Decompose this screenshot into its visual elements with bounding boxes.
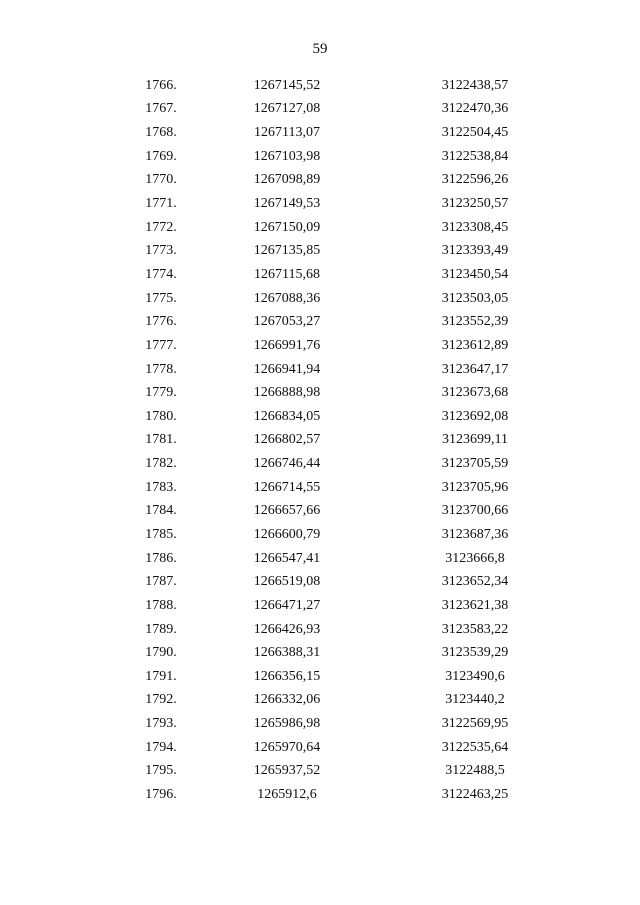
point-number-cell: 1773.: [145, 243, 177, 259]
point-number-cell: 1783.: [145, 479, 177, 495]
x-coordinate-cell: 1266356,15: [253, 668, 321, 684]
table-row: [120, 736, 560, 760]
table-row: [120, 641, 560, 665]
x-coordinate-cell: 1267088,36: [253, 290, 321, 306]
x-coordinate-cell: 1267115,68: [254, 266, 320, 282]
table-row: [120, 239, 560, 263]
y-coordinate-cell: 3123539,29: [441, 645, 509, 661]
table-row: [120, 689, 560, 713]
point-number-cell: 1795.: [145, 763, 177, 779]
y-coordinate-cell: 3123612,89: [441, 337, 509, 353]
y-coordinate-cell: 3123552,39: [441, 314, 509, 330]
x-coordinate-cell: 1267149,53: [253, 196, 321, 212]
y-coordinate-cell: 3122463,25: [441, 787, 509, 803]
y-coordinate-cell: 3123308,45: [441, 219, 509, 235]
x-coordinate-cell: 1266802,57: [253, 432, 321, 448]
table-row: [120, 121, 560, 145]
y-coordinate-cell: 3122535,64: [441, 739, 509, 755]
y-coordinate-cell: 3123699,11: [442, 432, 508, 448]
point-number-cell: 1774.: [145, 266, 177, 282]
table-row: [120, 405, 560, 429]
y-coordinate-cell: 3122569,95: [441, 716, 509, 732]
y-coordinate-cell: 3123692,08: [441, 408, 509, 424]
x-coordinate-cell: 1266547,41: [253, 550, 321, 566]
table-row: [120, 334, 560, 358]
y-coordinate-cell: 3122488,5: [445, 763, 505, 779]
point-number-cell: 1772.: [145, 219, 177, 235]
table-row: [120, 570, 560, 594]
table-row: [120, 429, 560, 453]
x-coordinate-cell: 1266941,94: [253, 361, 321, 377]
y-coordinate-cell: 3123490,6: [445, 668, 505, 684]
point-number-cell: 1791.: [145, 668, 177, 684]
x-coordinate-cell: 1266888,98: [253, 385, 321, 401]
table-row: [120, 618, 560, 642]
y-coordinate-cell: 3123503,05: [441, 290, 509, 306]
point-number-cell: 1766.: [145, 77, 177, 93]
x-coordinate-cell: 1266657,66: [253, 503, 321, 519]
table-row: [120, 594, 560, 618]
point-number-cell: 1789.: [145, 621, 177, 637]
y-coordinate-cell: 3123250,57: [441, 196, 509, 212]
x-coordinate-cell: 1267135,85: [253, 243, 321, 259]
y-coordinate-cell: 3123393,49: [441, 243, 509, 259]
x-coordinate-cell: 1266600,79: [253, 526, 321, 542]
point-number-cell: 1793.: [145, 716, 177, 732]
point-number-cell: 1777.: [145, 337, 177, 353]
point-number-cell: 1786.: [145, 550, 177, 566]
x-coordinate-cell: 1266991,76: [253, 337, 321, 353]
y-coordinate-cell: 3122470,36: [441, 101, 509, 117]
x-coordinate-cell: 1267145,52: [253, 77, 321, 93]
table-row: [120, 523, 560, 547]
y-coordinate-cell: 3123666,8: [445, 550, 505, 566]
y-coordinate-cell: 3123450,54: [441, 266, 509, 282]
x-coordinate-cell: 1266471,27: [253, 597, 321, 613]
table-row: [120, 712, 560, 736]
point-number-cell: 1776.: [145, 314, 177, 330]
x-coordinate-cell: 1267103,98: [253, 148, 321, 164]
y-coordinate-cell: 3123687,36: [441, 526, 509, 542]
y-coordinate-cell: 3123705,59: [441, 456, 509, 472]
x-coordinate-cell: 1265970,64: [253, 739, 321, 755]
table-row: [120, 216, 560, 240]
point-number-cell: 1779.: [145, 385, 177, 401]
y-coordinate-cell: 3123647,17: [441, 361, 509, 377]
point-number-cell: 1770.: [145, 172, 177, 188]
x-coordinate-cell: 1267150,09: [253, 219, 321, 235]
point-number-cell: 1778.: [145, 361, 177, 377]
x-coordinate-cell: 1266332,06: [253, 692, 321, 708]
y-coordinate-cell: 3123583,22: [441, 621, 509, 637]
table-row: [120, 74, 560, 98]
table-row: [120, 500, 560, 524]
table-row: [120, 760, 560, 784]
point-number-cell: 1767.: [145, 101, 177, 117]
table-row: [120, 287, 560, 311]
x-coordinate-cell: 1266388,31: [253, 645, 321, 661]
x-coordinate-cell: 1267127,08: [253, 101, 321, 117]
x-coordinate-cell: 1266746,44: [253, 456, 321, 472]
y-coordinate-cell: 3122596,26: [441, 172, 509, 188]
point-number-cell: 1768.: [145, 125, 177, 141]
point-number-cell: 1771.: [145, 196, 177, 212]
table-row: [120, 310, 560, 334]
y-coordinate-cell: 3123700,66: [441, 503, 509, 519]
point-number-cell: 1769.: [145, 148, 177, 164]
point-number-cell: 1784.: [145, 503, 177, 519]
point-number-cell: 1794.: [145, 739, 177, 755]
x-coordinate-cell: 1266834,05: [253, 408, 321, 424]
table-row: [120, 381, 560, 405]
coordinates-table: [120, 74, 560, 807]
table-row: [120, 476, 560, 500]
y-coordinate-cell: 3122438,57: [441, 77, 509, 93]
x-coordinate-cell: 1265986,98: [253, 716, 321, 732]
point-number-cell: 1796.: [145, 787, 177, 803]
y-coordinate-cell: 3122504,45: [441, 125, 509, 141]
table-row: [120, 192, 560, 216]
table-row: [120, 263, 560, 287]
table-row: [120, 783, 560, 807]
y-coordinate-cell: 3123673,68: [441, 385, 509, 401]
table-row: [120, 169, 560, 193]
point-number-cell: 1785.: [145, 526, 177, 542]
x-coordinate-cell: 1267113,07: [254, 125, 320, 141]
x-coordinate-cell: 1266714,55: [253, 479, 321, 495]
point-number-cell: 1787.: [145, 574, 177, 590]
table-row: [120, 452, 560, 476]
y-coordinate-cell: 3123705,96: [441, 479, 509, 495]
y-coordinate-cell: 3123621,38: [441, 597, 509, 613]
x-coordinate-cell: 1267053,27: [253, 314, 321, 330]
point-number-cell: 1775.: [145, 290, 177, 306]
page-number: 59: [312, 41, 328, 57]
table-row: [120, 665, 560, 689]
point-number-cell: 1782.: [145, 456, 177, 472]
x-coordinate-cell: 1266519,08: [253, 574, 321, 590]
point-number-cell: 1790.: [145, 645, 177, 661]
x-coordinate-cell: 1267098,89: [253, 172, 321, 188]
table-row: [120, 98, 560, 122]
table-row: [120, 358, 560, 382]
y-coordinate-cell: 3123652,34: [441, 574, 509, 590]
x-coordinate-cell: 1265912,6: [257, 787, 317, 803]
x-coordinate-cell: 1266426,93: [253, 621, 321, 637]
y-coordinate-cell: 3122538,84: [441, 148, 509, 164]
point-number-cell: 1788.: [145, 597, 177, 613]
y-coordinate-cell: 3123440,2: [445, 692, 505, 708]
x-coordinate-cell: 1265937,52: [253, 763, 321, 779]
point-number-cell: 1792.: [145, 692, 177, 708]
table-row: [120, 547, 560, 571]
point-number-cell: 1781.: [145, 432, 177, 448]
table-row: [120, 145, 560, 169]
point-number-cell: 1780.: [145, 408, 177, 424]
